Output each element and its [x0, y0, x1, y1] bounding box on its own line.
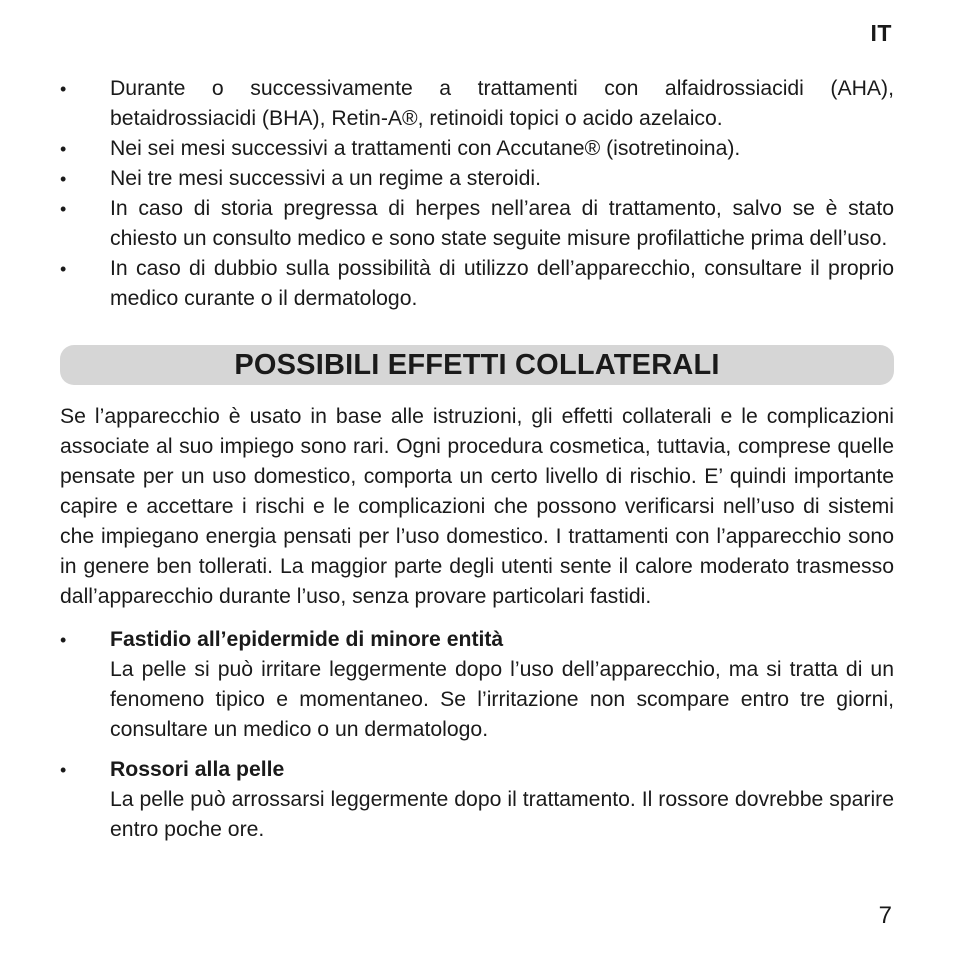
bullet-icon: • — [60, 760, 67, 780]
page-content — [60, 74, 894, 855]
bullet-icon: • — [60, 139, 67, 159]
list-item-text: Nei sei mesi successivi a trattamenti con Accutane® (isotretinoina). — [110, 137, 741, 160]
list-item — [60, 74, 894, 134]
language-tag: IT — [870, 20, 892, 46]
list-item-text: In caso di dubbio sulla possibilità di utilizzo dell’apparecchio, consultare il proprio medico curante o il dermatologo. — [110, 257, 894, 310]
list-item-text: In caso di storia pregressa di herpes nell’area di trattamento, salvo se è stato chiesto un consulto medico e sono state seguite misure profilattiche prima dell’uso. — [110, 197, 894, 250]
bullet-icon: • — [60, 630, 67, 650]
list-item — [60, 254, 894, 314]
bullet-icon: • — [60, 79, 67, 99]
side-effect-title: Fastidio all’epidermide di minore entità — [110, 628, 504, 651]
side-effect-description: La pelle può arrossarsi leggermente dopo il trattamento. Il rossore dovrebbe sparire entro poche ore. — [110, 788, 894, 841]
side-effect-item — [60, 625, 894, 745]
section-title: POSSIBILI EFFETTI COLLATERALI — [234, 349, 720, 381]
list-item-text: Durante o successivamente a trattamenti con alfaidrossiacidi (AHA), betaidrossiacidi (BHA), Retin-A®, retinoidi topici o acido azelaico. — [110, 77, 894, 130]
list-item-text: Nei tre mesi successivi a un regime a steroidi. — [110, 167, 541, 190]
section-header-bar — [60, 345, 894, 385]
page-number: 7 — [878, 902, 892, 929]
bullet-icon: • — [60, 199, 67, 219]
contraindications-list — [60, 74, 894, 314]
bullet-icon: • — [60, 169, 67, 189]
list-item — [60, 134, 894, 164]
list-item — [60, 194, 894, 254]
list-item — [60, 164, 894, 194]
bullet-icon: • — [60, 259, 67, 279]
side-effect-title: Rossori alla pelle — [110, 758, 285, 781]
intro-paragraph: Se l’apparecchio è usato in base alle istruzioni, gli effetti collaterali e le complicazioni associate al suo impiego sono rari. Ogni procedura cosmetica, tuttavia, comprese quelle pensate per un uso domestico, comporta un certo livello di rischio. E’ quindi importante capire e accettare i rischi e le complicazioni che possono verificarsi nell’uso di sistemi che impiegano energia pensati per l’uso domestico. I trattamenti con l’apparecchio sono in genere ben tollerati. La maggior parte degli utenti sente il calore moderato trasmesso dall’apparecchio durante l’uso, senza provare particolari fastidi. — [60, 405, 894, 608]
side-effects-list — [60, 625, 894, 845]
side-effect-item — [60, 755, 894, 845]
side-effect-description: La pelle si può irritare leggermente dopo l’uso dell’apparecchio, ma si tratta di un fenomeno tipico e momentaneo. Se l’irritazione non scompare entro tre giorni, consultare un medico o un dermatologo. — [110, 658, 894, 741]
